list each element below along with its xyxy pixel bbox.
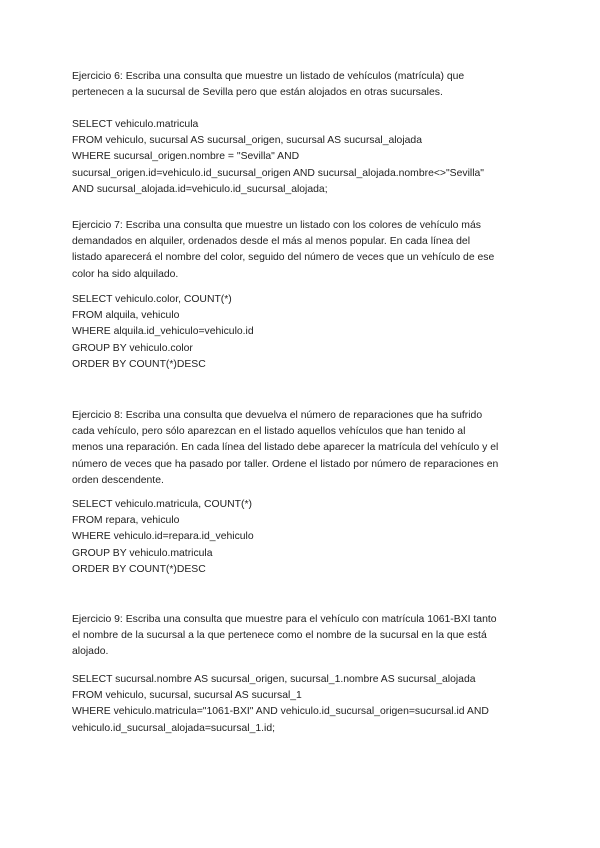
sql-line: WHERE vehiculo.id=repara.id_vehiculo [72,531,254,543]
sql-line: WHERE vehiculo.matricula="1061-BXI" AND vehiculo.id_sucursal_origen=sucursal.id AND [72,706,489,718]
statement-line: orden descendente. [72,474,164,486]
sql-line: WHERE alquila.id_vehiculo=vehiculo.id [72,326,254,338]
exercise-7-sql [72,292,532,373]
sql-line: FROM vehiculo, sucursal AS sucursal_origen, sucursal AS sucursal_alojada [72,135,422,147]
statement-line: cada vehículo, pero sólo aparezcan en el listado aquellos vehículos que han tenido al [72,426,466,438]
statement-line: color ha sido alquilado. [72,268,179,280]
statement-line: Ejercicio 8: Escriba una consulta que devuelva el número de reparaciones que ha sufrido [72,410,483,421]
sql-line: ORDER BY COUNT(*)DESC [72,358,206,370]
statement-line: demandados en alquiler, ordenados desde el más al menos popular. En cada línea del [72,236,471,248]
sql-line: FROM alquila, vehiculo [72,310,180,322]
exercise-9-sql [72,672,532,737]
sql-line: SELECT vehiculo.matricula, COUNT(*) [72,499,252,510]
statement-line: Ejercicio 6: Escriba una consulta que muestre un listado de vehículos (matrícula) que [72,71,465,82]
sql-line: FROM repara, vehiculo [72,515,180,527]
sql-line: SELECT vehiculo.color, COUNT(*) [72,294,232,305]
sql-line: GROUP BY vehiculo.color [72,342,193,354]
exercise-6-statement [72,69,532,101]
statement-line: Ejercicio 9: Escriba una consulta que muestre para el vehículo con matrícula 1061-BXI tanto [72,614,497,625]
statement-line: menos una reparación. En cada línea del listado debe aparecer la matrícula del vehículo y el [72,442,499,454]
statement-line: número de veces que ha pasado por taller. Ordene el listado por número de reparaciones en [72,458,499,470]
statement-line: Ejercicio 7: Escriba una consulta que muestre un listado con los colores de vehículo más [72,220,481,231]
exercise-6-sql [72,117,532,198]
sql-line: vehiculo.id_sucursal_alojada=sucursal_1.id; [72,722,276,734]
sql-line: WHERE sucursal_origen.nombre = "Sevilla" AND [72,151,300,163]
exercise-7-statement [72,218,532,283]
sql-line: AND sucursal_alojada.id=vehiculo.id_sucursal_alojada; [72,183,328,195]
statement-line: listado aparecerá el nombre del color, seguido del número de veces que un vehículo de ese [72,252,495,264]
sql-line: FROM vehiculo, sucursal, sucursal AS sucursal_1 [72,690,302,702]
sql-line: SELECT sucursal.nombre AS sucursal_origen, sucursal_1.nombre AS sucursal_alojada [72,674,476,685]
statement-line: el nombre de la sucursal a la que pertenece como el nombre de la sucursal en la que está [72,630,487,642]
statement-line: pertenecen a la sucursal de Sevilla pero que están alojados en otras sucursales. [72,87,443,99]
sql-line: SELECT vehiculo.matricula [72,119,199,130]
exercise-8-sql [72,497,532,578]
statement-line: alojado. [72,646,109,658]
sql-line: GROUP BY vehiculo.matricula [72,547,213,559]
exercise-9-statement [72,612,532,661]
sql-line: sucursal_origen.id=vehiculo.id_sucursal_origen AND sucursal_alojada.nombre<>"Sevilla" [72,167,484,179]
sql-line: ORDER BY COUNT(*)DESC [72,563,206,575]
exercise-8-statement [72,408,532,489]
